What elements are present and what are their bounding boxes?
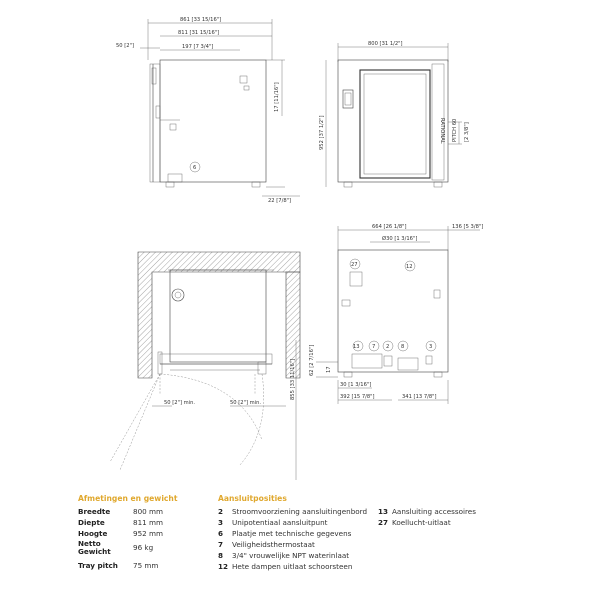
connection-num: 3 [218,518,224,527]
dim-row [78,518,163,527]
dim-value: 96 kg [133,543,154,552]
connection-item [378,507,476,516]
dim-clearance-left: 50 [2"] min. [164,400,196,406]
callout-2: 2 [386,344,390,350]
connection-desc: Veiligheidsthermostaat [232,540,315,549]
dim-side-height-2: 17 [326,366,332,373]
dim-value: 811 mm [133,518,164,527]
connection-item [218,507,367,516]
side-view [116,17,300,204]
connection-item [218,551,349,560]
dim-outlet-diameter: Ø30 [1 3/16"] [382,236,418,242]
connection-item [218,562,352,571]
dim-front-width: 800 [31 1/2"] [368,41,403,47]
dim-rear-width: 664 [26 1/8"] [372,224,407,230]
connection-desc: Koellucht-uitlaat [392,518,451,527]
dim-foot-height: 22 [7/8"] [268,198,292,204]
specs-section [0,492,600,600]
connection-desc: Hete dampen uitlaat schoorsteen [232,562,353,571]
callout-7: 7 [372,344,376,350]
dim-value: 952 mm [133,529,164,538]
connection-num: 13 [378,507,389,516]
dim-connection-height: 30 [1 3/16"] [340,382,372,388]
dim-handle-offset: 197 [7 3/4"] [182,44,214,50]
connection-num: 6 [218,529,224,538]
dim-row [78,507,163,516]
dim-body-depth: 811 [31 15/16"] [178,30,220,36]
dim-label: Tray pitch [78,560,118,570]
connection-item [218,540,315,549]
dim-base-offset-2: 341 [13 7/8"] [402,394,437,400]
dim-side-offset: 136 [5 3/8"] [452,224,484,230]
dim-value: 75 mm [133,561,159,570]
dim-value: 800 mm [133,507,164,516]
connection-desc: Unipotentiaal aansluitpunt [232,518,328,527]
connection-item [218,529,351,538]
dim-label: Netto Gewicht [78,539,111,556]
dim-row [78,540,153,555]
connection-num: 12 [218,562,229,571]
brand-label: RATIONAL [439,118,445,144]
connections-title: Aansluitposities [218,494,287,503]
callout-8: 8 [401,344,405,350]
callout-27: 27 [351,262,358,268]
callout-3: 3 [429,344,433,350]
dim-rear-offset: 50 [2"] [116,43,134,49]
dim-door-swing: 855 [33 11/16"] [290,358,296,400]
connection-item [218,518,327,527]
callout-6-side: 6 [193,165,197,171]
front-view [319,41,470,187]
dim-clearance-right: 50 [2"] min. [230,400,262,406]
dim-base-offset-1: 392 [15 7/8"] [340,394,375,400]
dim-overall-depth: 861 [33 15/16"] [180,17,222,23]
connection-num: 2 [218,507,224,516]
dim-row [78,561,158,570]
dimensions-title: Afmetingen en gewicht [78,494,178,503]
connection-desc: Plaatje met technische gegevens [232,529,352,538]
connection-desc: Aansluiting accessoires [392,507,476,516]
callout-13: 13 [353,344,360,350]
dim-top-clearance: 17 [11/16"] [274,82,280,112]
connection-desc: 3/4" vrouwelijke NPT waterinlaat [232,551,350,560]
dim-row [78,529,163,538]
dim-tray-pitch: PITCH 60 [452,118,458,142]
top-view [110,252,300,480]
dim-label: Breedte [78,506,111,516]
connection-desc: Stroomvoorziening aansluitingenbord [232,507,368,516]
dim-label: Diepte [78,517,105,527]
callout-12: 12 [406,264,413,270]
connection-num: 8 [218,551,224,560]
connection-num: 27 [378,518,389,527]
dim-side-height: 62 [2 7/16"] [309,344,315,376]
dim-tray-pitch-imperial: [2 3/8"] [464,122,470,142]
connection-num: 7 [218,540,224,549]
dim-front-height: 952 [37 1/2"] [319,115,325,150]
connection-item [378,518,451,527]
rear-view [309,224,483,404]
dim-label: Hoogte [78,528,108,538]
